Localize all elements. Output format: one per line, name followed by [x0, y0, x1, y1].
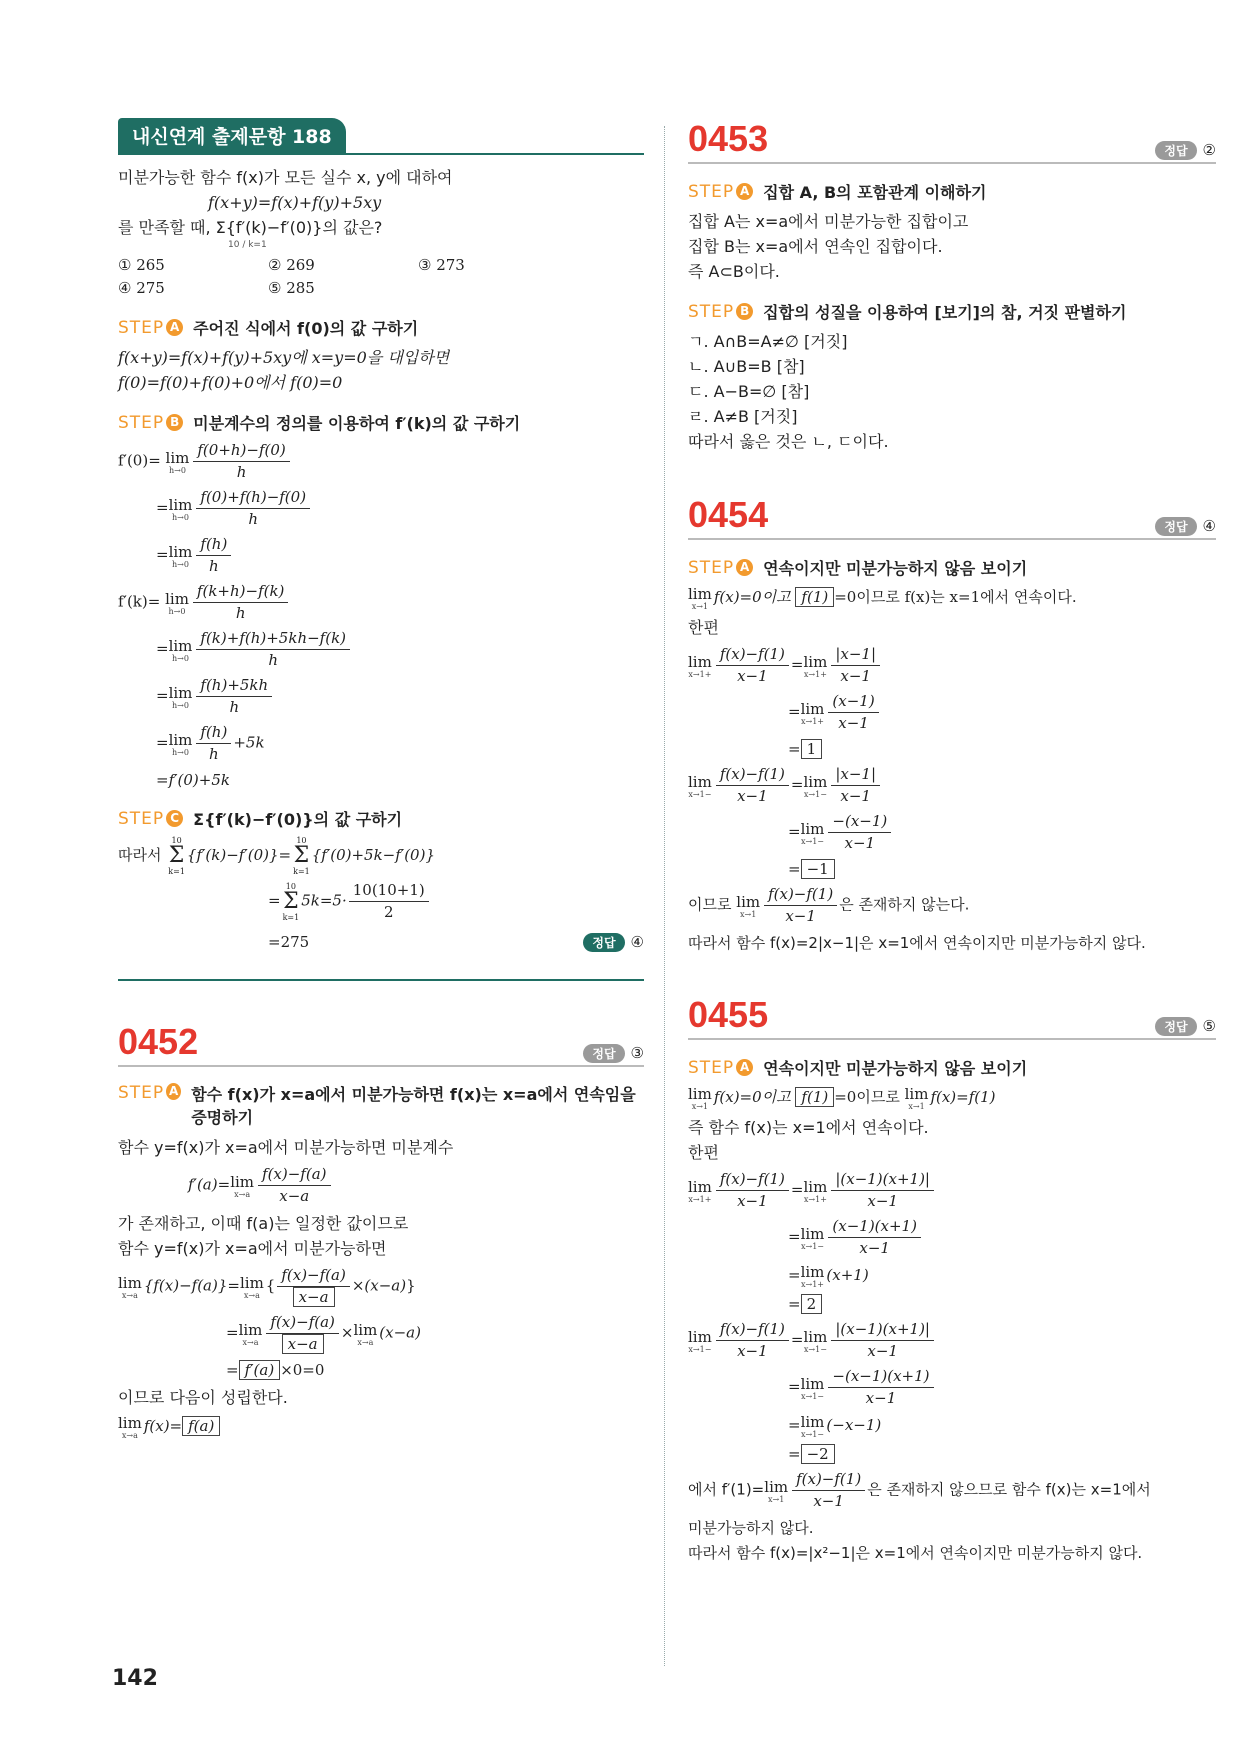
- step-0454-heading: STEP A 연속이지만 미분가능하지 않음 보이기: [688, 557, 1028, 578]
- p455-line-1: lim x→1 f(x)=0이고 f(1) =0이므로 lim x→1 f(x)=f(1): [688, 1085, 996, 1111]
- p454-line-2: 한편: [688, 618, 719, 637]
- section-divider: [118, 979, 644, 981]
- problem-0455-header: [688, 994, 1216, 1040]
- problem-0453-header: [688, 118, 1216, 164]
- derivation-line: f′(0)= lim h→0 $\frac{f(0+h)-f(0)}{h}$: [118, 440, 644, 483]
- choice-3: ③ 273: [418, 256, 465, 274]
- p452-line-2: 가 존재하고, 이때 f(a)는 일정한 값이므로: [118, 1214, 409, 1233]
- p454-line-1: lim x→1 f(x)=0이고 f(1) =0이므로 f(x)는 x=1에서 연속이다.: [688, 585, 1077, 611]
- step-a-title: 주어진 식에서 f(0)의 값 구하기: [193, 319, 419, 338]
- sigma-symbol: 10 Σ k=1: [293, 836, 310, 876]
- choice-4: ④ 275: [118, 279, 165, 297]
- p454-line-4: 따라서 함수 f(x)=2|x−1|은 x=1에서 연속이지만 미분가능하지 않다.: [688, 934, 1146, 952]
- step-a-line-1: f(x+y)=f(x)+f(y)+5xy에 x=y=0을 대입하면: [118, 348, 450, 367]
- derivation-line: = lim h→0 $\frac{f(k)+f(h)+5kh-f(k)}{h}$: [156, 628, 644, 671]
- p454-right-limit-2: = lim x→1+ $\frac{(x-1)}{x-1}$: [788, 691, 1216, 734]
- p455-left-limit-2: = lim x→1− $\frac{-(x-1)(x+1)}{x-1}$: [788, 1366, 1216, 1409]
- p455-line-3: 한편: [688, 1143, 719, 1162]
- p452-equation-2: lim x→a {f(x)−f(a)}= lim x→a { $\frac{f(x)-f(a)}{x-a}$ ×(x−a)}: [118, 1266, 416, 1306]
- step-a-heading: STEP A 주어진 식에서 f(0)의 값 구하기: [118, 317, 419, 338]
- sum-equation-2: = 10 Σ k=1 5k=5· $\frac{10(10+1)}{2}$: [268, 880, 644, 923]
- choice-2: ② 269: [268, 256, 315, 274]
- p455-left-limit-4: = −2: [788, 1443, 1216, 1465]
- p452-line-1: 함수 y=f(x)가 x=a에서 미분가능하면 미분계수: [118, 1138, 454, 1157]
- p455-line-5: 미분가능하지 않다.: [688, 1519, 814, 1537]
- p452-line-4: 이므로 다음이 성립한다.: [118, 1388, 288, 1407]
- p455-line-6: 따라서 함수 f(x)=|x²−1|은 x=1에서 연속이지만 미분가능하지 않다.: [688, 1544, 1143, 1562]
- problem-number-0452: 0452: [118, 1021, 199, 1062]
- step-b-title: 미분계수의 정의를 이용하여 f′(k)의 값 구하기: [193, 414, 521, 433]
- p455-right-limit-1: lim x→1+ $\frac{f(x)-f(1)}{x-1}$ = lim x→1+ $\frac{|(x-1)(x+1)|}{x-1}$: [688, 1169, 1216, 1212]
- p454-line-3: 이므로 lim x→1 $\frac{f(x)-f(1)}{x-1}$ 은 존재하지 않는다.: [688, 885, 970, 925]
- step-b-heading: STEP B 미분계수의 정의를 이용하여 f′(k)의 값 구하기: [118, 412, 521, 433]
- tag-underline: [118, 153, 644, 155]
- p455-right-limit-2: = lim x→1− $\frac{(x-1)(x+1)}{x-1}$: [788, 1216, 1216, 1259]
- p454-left-limit-3: = −1: [788, 858, 1216, 880]
- p452-line-3: 함수 y=f(x)가 x=a에서 미분가능하면: [118, 1239, 387, 1258]
- choice-5: ⑤ 285: [268, 279, 315, 297]
- derivation-result: =f′(0)+5k: [156, 771, 230, 789]
- answer-badge-0455: 정답 ⑤: [1155, 1017, 1216, 1036]
- p453-a-line: 집합 A는 x=a에서 미분가능한 집합이고: [688, 212, 969, 231]
- step-0452-badge: A: [166, 1083, 181, 1100]
- linked-problem-tag-row: [118, 118, 644, 153]
- choice-1: ① 265: [118, 256, 165, 274]
- step-c-heading: STEP C Σ{f′(k)−f′(0)}의 값 구하기: [118, 808, 403, 829]
- p453-b-line: 따라서 옳은 것은 ㄴ, ㄷ이다.: [688, 432, 889, 451]
- problem-number-0455: 0455: [688, 994, 769, 1035]
- problem-number-0454: 0454: [688, 494, 769, 535]
- sigma-symbol: 10 Σ k=1: [282, 881, 300, 922]
- step-0453-b-heading: STEP B 집합의 성질을 이용하여 [보기]의 참, 거짓 판별하기: [688, 301, 1127, 322]
- page-number: 142: [112, 1666, 158, 1691]
- p452-equation-3: = lim x→a $\frac{f(x)-f(a)}{x-a}$ × lim x→a (x−a): [226, 1313, 421, 1353]
- step-a-line-2: f(0)=f(0)+f(0)+0에서 f(0)=0: [118, 373, 343, 392]
- problem-0452-header: [118, 1021, 644, 1067]
- p455-line-4: 에서 f′(1)= lim x→1 $\frac{f(x)-f(1)}{x-1}$ 은 존재하지 않으므로 함수 f(x)는 x=1에서: [688, 1470, 1151, 1510]
- p455-left-limit-1: lim x→1− $\frac{f(x)-f(1)}{x-1}$ = lim x→1− $\frac{|(x-1)(x+1)|}{x-1}$: [688, 1319, 1216, 1362]
- p453-b-line: ㄱ. A∩B=A≠∅ [거짓]: [688, 332, 848, 351]
- derivation-line: = lim h→0 $\frac{f(h)+5kh}{h}$: [156, 675, 644, 718]
- step-b-badge: B: [166, 414, 183, 431]
- derivation-line: f′(k)= lim h→0 $\frac{f(k+h)-f(k)}{h}$: [118, 581, 644, 624]
- p454-right-limit-1: lim x→1+ $\frac{f(x)-f(1)}{x-1}$ = lim x→1+ $\frac{|x-1|}{x-1}$: [688, 644, 1216, 687]
- answer-choices: [118, 254, 644, 300]
- derivation-line: = lim h→0 $\frac{f(h)}{h}$ +5k: [156, 723, 265, 763]
- step-0453-a-heading: STEP A 집합 A, B의 포함관계 이해하기: [688, 181, 987, 202]
- derivative-derivation: [118, 440, 644, 791]
- problem-question: 를 만족할 때, Σ{f′(k)−f′(0)}의 값은?: [118, 218, 383, 237]
- p453-a-line: 즉 A⊂B이다.: [688, 262, 780, 281]
- step-0452-title: 함수 f(x)가 x=a에서 미분가능하면 f(x)는 x=a에서 연속임을 증명하기: [191, 1085, 636, 1127]
- answer-badge-0452: 정답 ③: [583, 1044, 644, 1063]
- p452-equation-5: lim x→a f(x)= f(a): [118, 1414, 644, 1440]
- problem-line-1: 미분가능한 함수 f(x)가 모든 실수 x, y에 대하여: [118, 168, 453, 187]
- answer-badge-0454: 정답 ④: [1155, 517, 1216, 536]
- p452-equation-4: = f′(a) ×0=0: [226, 1361, 325, 1379]
- p453-b-line: ㄴ. A∪B=B [참]: [688, 357, 805, 376]
- p454-right-limit-3: = 1: [788, 738, 1216, 760]
- linked-problem-tag: 내신연계 출제문항 188: [118, 118, 346, 153]
- derivation-line: = lim h→0 $\frac{f(0)+f(h)-f(0)}{h}$: [156, 487, 644, 530]
- answer-badge: 정답 ④: [583, 933, 644, 952]
- p453-a-line: 집합 B는 x=a에서 연속인 집합이다.: [688, 237, 943, 256]
- p455-left-limit-3: = lim x→1− (−x−1): [788, 1413, 882, 1439]
- step-a-badge: A: [166, 319, 183, 336]
- p454-left-limit-2: = lim x→1− $\frac{-(x-1)}{x-1}$: [788, 811, 1216, 854]
- step-c-title: Σ{f′(k)−f′(0)}의 값 구하기: [193, 810, 403, 829]
- left-column: [118, 118, 644, 1444]
- p453-b-line: ㄹ. A≠B [거짓]: [688, 407, 798, 426]
- answer-badge-0453: 정답 ②: [1155, 141, 1216, 160]
- derivation-line: = lim h→0 $\frac{f(h)}{h}$: [156, 534, 644, 577]
- step-c-badge: C: [166, 810, 183, 827]
- sigma-symbol: 10 Σ k=1: [168, 836, 185, 876]
- step-0452-heading: STEP A 함수 f(x)가 x=a에서 미분가능하면 f(x)는 x=a에서 연속임을 증명하기: [118, 1083, 644, 1129]
- p453-b-line: ㄷ. A−B=∅ [참]: [688, 382, 810, 401]
- problem-number-0453: 0453: [688, 118, 769, 159]
- column-divider: [664, 126, 665, 1666]
- p455-right-limit-3: = lim x→1+ (x+1): [788, 1263, 869, 1289]
- step-0455-heading: STEP A 연속이지만 미분가능하지 않음 보이기: [688, 1057, 1028, 1078]
- problem-equation: f(x+y)=f(x)+f(y)+5xy: [208, 193, 382, 212]
- p455-line-2: 즉 함수 f(x)는 x=1에서 연속이다.: [688, 1118, 929, 1137]
- p452-equation-1: f′(a)= lim x→a $\frac{f(x)-f(a)}{x-a}$: [188, 1164, 644, 1207]
- problem-0454-header: [688, 494, 1216, 540]
- sum-result-row: [268, 927, 644, 957]
- p454-left-limit-1: lim x→1− $\frac{f(x)-f(1)}{x-1}$ = lim x→1− $\frac{|x-1|}{x-1}$: [688, 764, 1216, 807]
- right-column: [688, 118, 1216, 1566]
- sigma-limits-note: 10 / k=1: [228, 240, 267, 250]
- sum-equation-1: 따라서 10 Σ k=1 {f′(k)−f′(0)}= 10 Σ k=1 {f′(0)+5k−f′(0)}: [118, 836, 436, 876]
- p455-right-limit-4: = 2: [788, 1293, 1216, 1315]
- sum-result: =275: [268, 933, 310, 951]
